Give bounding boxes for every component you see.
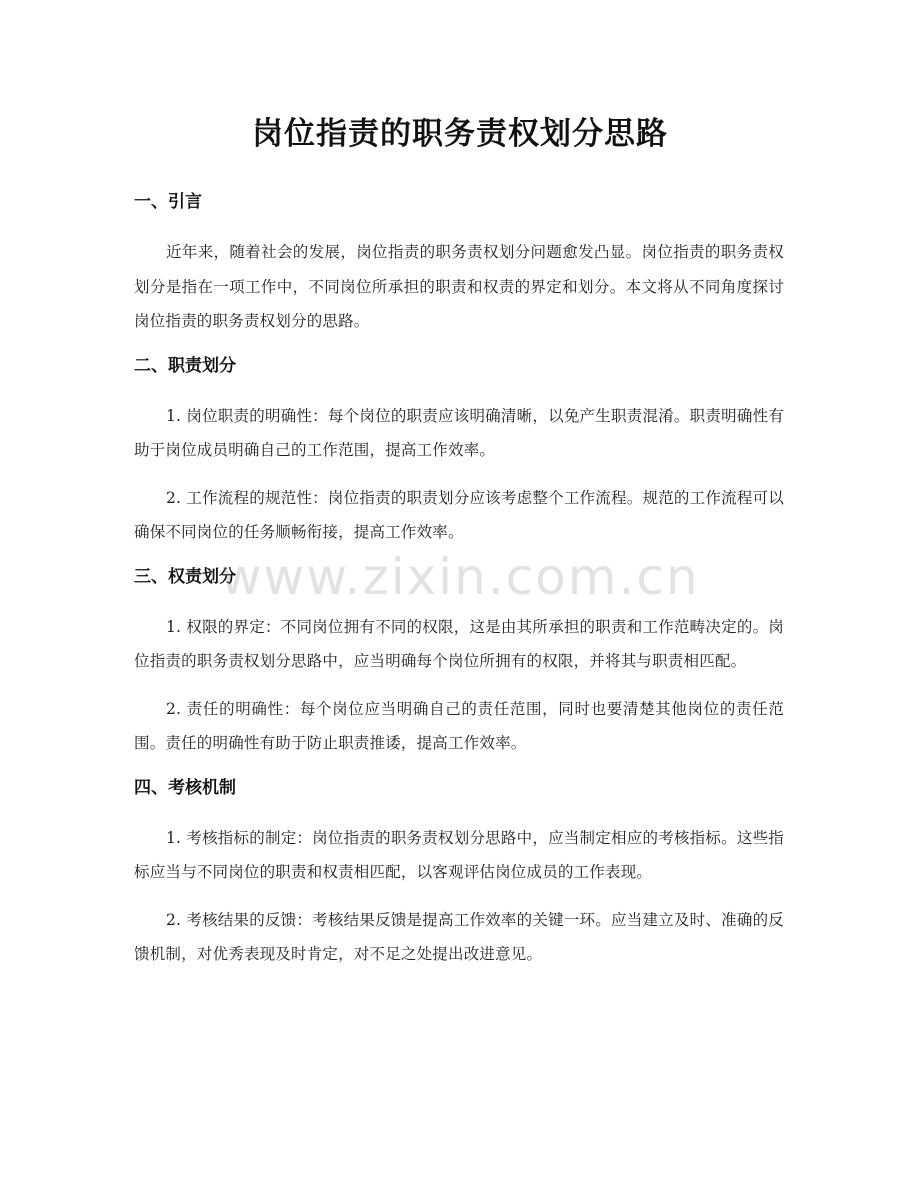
document-body [134, 188, 784, 985]
section-introduction [134, 188, 784, 339]
watermark: www.zixin.com.cn [220, 548, 700, 606]
paragraph: 2. 责任的明确性：每个岗位应当明确自己的责任范围，同时也要清楚其他岗位的责任范围。责任的明确性有助于防止职责推诿，提高工作效率。 [134, 699, 784, 752]
paragraph: 2. 工作流程的规范性：岗位指责的职责划分应该考虑整个工作流程。规范的工作流程可以确保不同岗位的任务顺畅衔接，提高工作效率。 [134, 488, 784, 541]
paragraph: 1. 岗位职责的明确性：每个岗位的职责应该明确清晰，以免产生职责混淆。职责明确性有助于岗位成员明确自己的工作范围，提高工作效率。 [134, 406, 784, 459]
section-heading: 四、考核机制 [134, 777, 236, 798]
section-heading: 一、引言 [134, 192, 202, 212]
paragraph: 2. 考核结果的反馈：考核结果反馈是提高工作效率的关键一环。应当建立及时、准确的反馈机制，对优秀表现及时肯定，对不足之处提出改进意见。 [134, 910, 784, 963]
section-assessment-mechanism [134, 774, 784, 972]
paragraph: 1. 权限的界定：不同岗位拥有不同的权限，这是由其所承担的职责和工作范畴决定的。岗位指责的职务责权划分思路中，应当明确每个岗位所拥有的权限，并将其与职责相匹配。 [134, 617, 784, 670]
section-authority-division [134, 563, 784, 761]
section-heading: 二、职责划分 [134, 355, 236, 376]
section-duty-division [134, 352, 784, 550]
page-title: 岗位指责的职务责权划分思路 [252, 116, 668, 152]
paragraph: 1. 考核指标的制定：岗位指责的职务责权划分思路中，应当制定相应的考核指标。这些指标应当与不同岗位的职责和权责相匹配，以客观评估岗位成员的工作表现。 [134, 828, 784, 881]
section-heading: 三、权责划分 [134, 566, 236, 587]
paragraph: 近年来，随着社会的发展，岗位指责的职务责权划分问题愈发凸显。岗位指责的职务责权划分是指在一项工作中，不同岗位所承担的职责和权责的界定和划分。本文将从不同角度探讨岗位指责的职务责权划分的思路。 [134, 243, 784, 330]
